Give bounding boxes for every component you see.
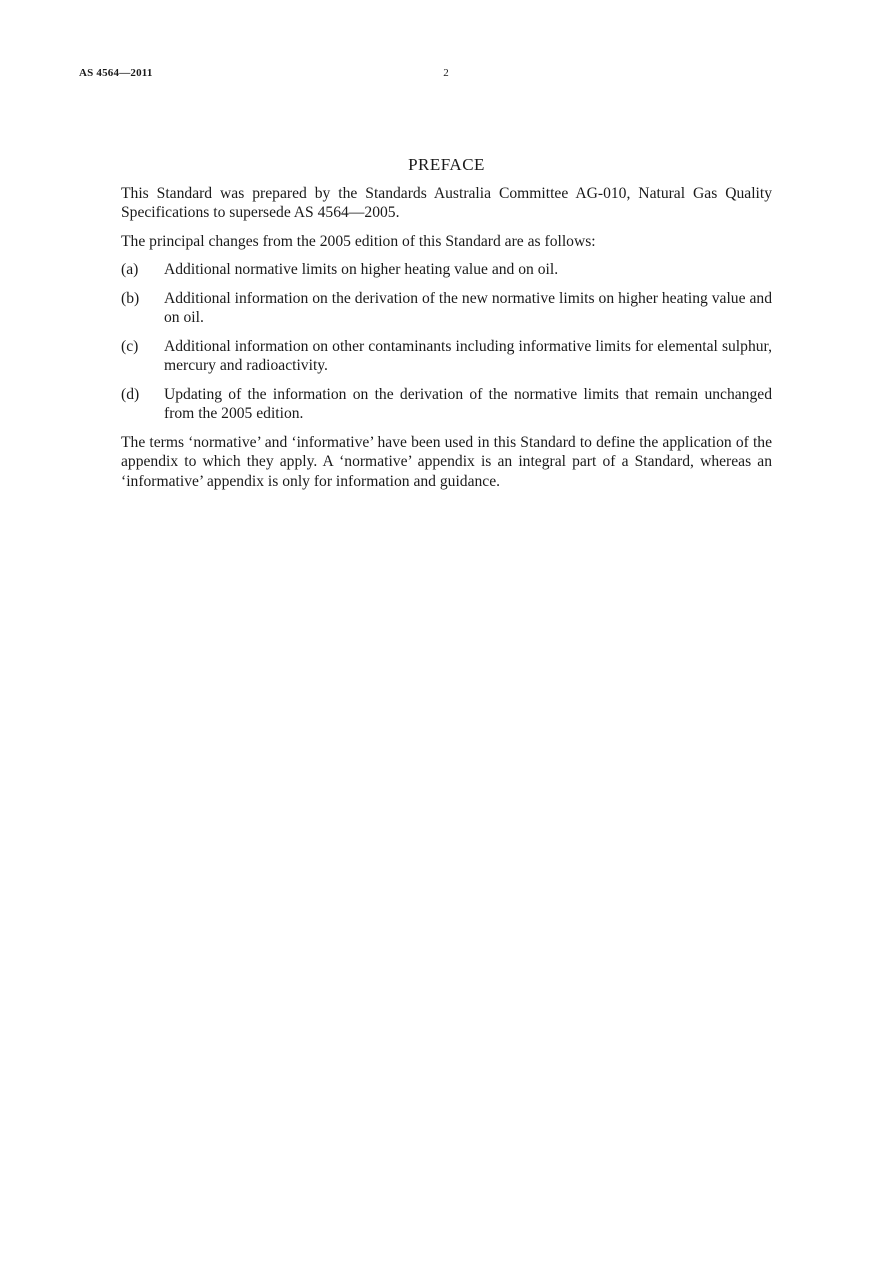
preface-intro: This Standard was prepared by the Standards Australia Committee AG-010, Natural Gas Quality Specifications to supersede AS 4564—2005. — [121, 184, 772, 221]
page-number: 2 — [443, 67, 449, 79]
change-item-label: (d) — [121, 385, 140, 403]
preface-title: PREFACE — [408, 155, 485, 174]
change-item-text: Additional normative limits on higher heating value and on oil. — [164, 261, 559, 278]
change-item-b — [121, 289, 772, 328]
change-item-c — [121, 337, 772, 376]
changes-intro: The principal changes from the 2005 edition of this Standard are as follows: — [121, 232, 596, 250]
change-item-text: Updating of the information on the derivation of the normative limits that remain unchanged from the 2005 edition. — [164, 385, 772, 422]
change-item-label: (c) — [121, 337, 139, 355]
running-head: AS 4564—2011 — [79, 67, 153, 79]
preface-closing: The terms ‘normative’ and ‘informative’ have been used in this Standard to define the application of the appendix to which they apply. A ‘normative’ appendix is an integral part of a Standard, whereas an ‘informative’ appendix is only for information and guidance. — [121, 433, 772, 490]
change-item-label: (a) — [121, 261, 139, 278]
change-item-a — [121, 260, 772, 280]
change-item-text: Additional information on the derivation of the new normative limits on higher heating value and on oil. — [164, 289, 772, 326]
change-item-label: (b) — [121, 289, 140, 307]
change-item-d — [121, 385, 772, 424]
preface-section — [121, 155, 772, 500]
change-item-text: Additional information on other contaminants including informative limits for elemental sulphur, mercury and radioactivity. — [164, 337, 772, 374]
